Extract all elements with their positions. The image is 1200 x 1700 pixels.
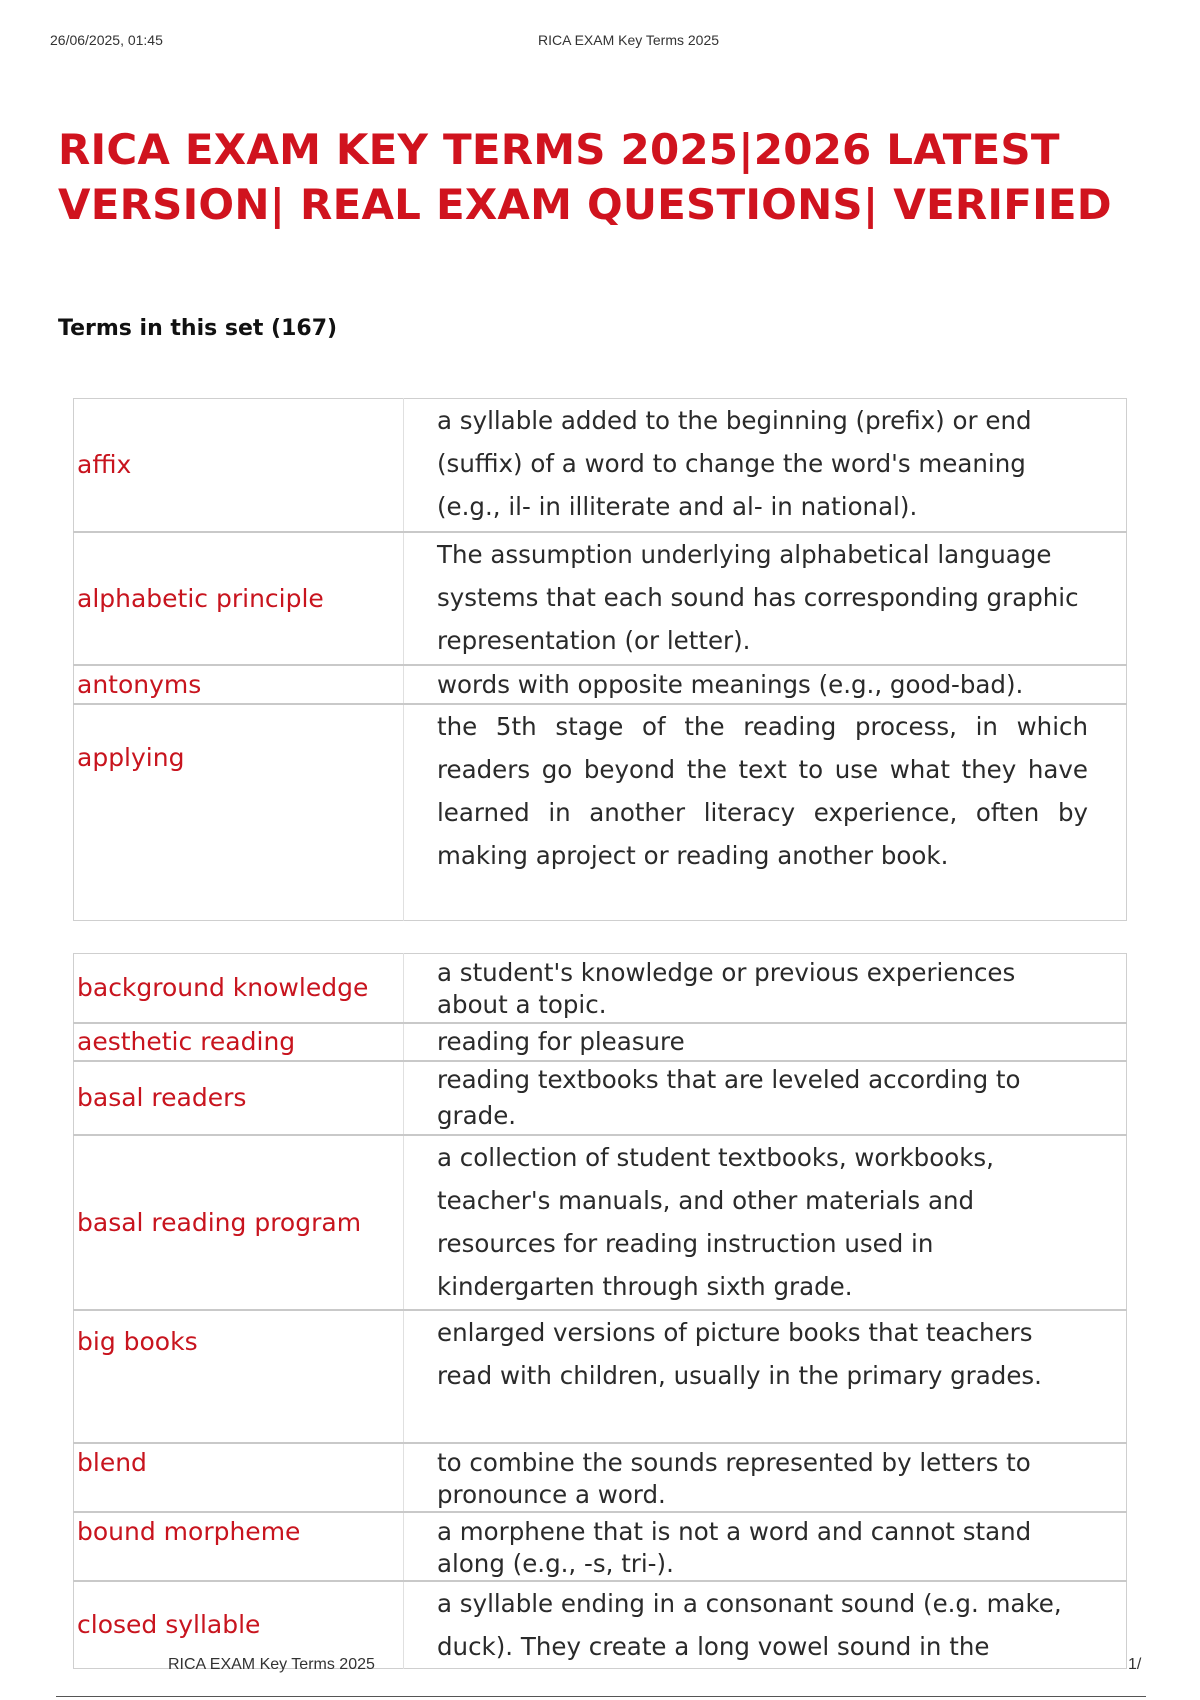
term-row <box>74 1023 1127 1061</box>
definition: the 5th stage of the reading process, in which readers go beyond the text to use what they have learned in another literacy experience, often by making aproject or reading another book. <box>437 711 1088 870</box>
page-number: 1/ <box>1128 1656 1142 1673</box>
definition: a student's knowledge or previous experiences about a topic. <box>404 954 1127 1023</box>
term-row <box>74 1135 1127 1310</box>
definition: reading textbooks that are leveled according to grade. <box>404 1061 1127 1135</box>
term-row <box>74 1310 1127 1443</box>
term: closed syllable <box>74 1581 404 1669</box>
print-footer-title: RICA EXAM Key Terms 2025 <box>168 1656 375 1673</box>
term-row <box>74 532 1127 665</box>
definition: a syllable added to the beginning (prefix) or end (suffix) of a word to change the word's meaning (e.g., il- in illiterate and al- in national). <box>404 399 1127 532</box>
term: basal readers <box>74 1061 404 1135</box>
term: alphabetic principle <box>74 532 404 665</box>
term-row <box>74 1512 1127 1581</box>
definition: a collection of student textbooks, workbooks, teacher's manuals, and other materials and resources for reading instruction used in kindergarten through sixth grade. <box>404 1135 1127 1310</box>
term: affix <box>74 399 404 532</box>
term-row <box>74 399 1127 532</box>
definition: The assumption underlying alphabetical language systems that each sound has corresponding graphic representation (or letter). <box>404 532 1127 665</box>
definition: a syllable ending in a consonant sound (e.g. make, duck). They create a long vowel sound in the <box>437 1588 1062 1661</box>
term-row <box>74 954 1127 1023</box>
term-row <box>74 665 1127 704</box>
definition: enlarged versions of picture books that teachers read with children, usually in the primary grades. <box>404 1310 1127 1443</box>
term-row <box>74 1061 1127 1135</box>
term-row <box>74 1443 1127 1512</box>
term: bound morpheme <box>74 1512 404 1581</box>
term: basal reading program <box>74 1135 404 1310</box>
term: antonyms <box>74 665 404 704</box>
print-header-title: RICA EXAM Key Terms 2025 <box>538 32 720 48</box>
term-row <box>74 1581 1127 1669</box>
terms-card <box>73 398 1127 921</box>
print-datetime: 26/06/2025, 01:45 <box>50 32 163 48</box>
term: big books <box>74 1310 404 1443</box>
definition: to combine the sounds represented by letters to pronounce a word. <box>404 1443 1127 1512</box>
terms-card <box>73 953 1127 1669</box>
definition: a morphene that is not a word and cannot stand along (e.g., -s, tri-). <box>404 1512 1127 1581</box>
definition: words with opposite meanings (e.g., good-bad). <box>404 665 1127 704</box>
term: aesthetic reading <box>74 1023 404 1061</box>
term: applying <box>74 704 404 921</box>
footer-divider <box>56 1696 1146 1697</box>
definition: reading for pleasure <box>404 1023 1127 1061</box>
term: blend <box>74 1443 404 1512</box>
terms-count-label: Terms in this set (167) <box>58 316 338 341</box>
term: background knowledge <box>74 954 404 1023</box>
page-title: RICA EXAM KEY TERMS 2025|2026 LATEST VERSION| REAL EXAM QUESTIONS| VERIFIED <box>58 125 1112 229</box>
term-row <box>74 704 1127 921</box>
